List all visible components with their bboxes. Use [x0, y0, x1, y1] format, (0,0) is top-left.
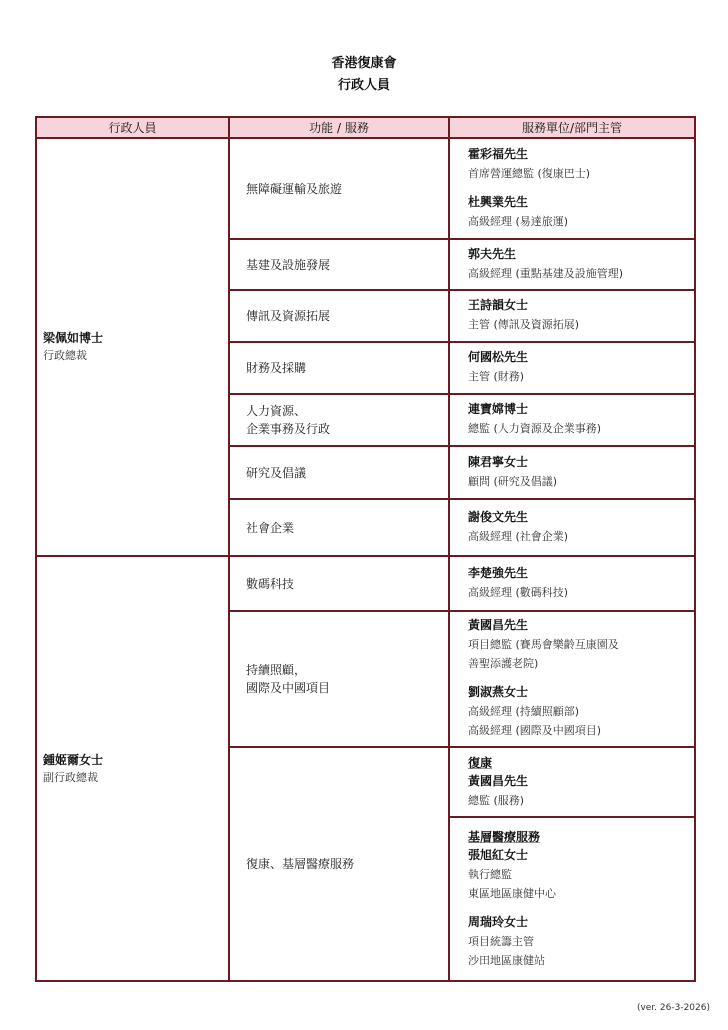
section-heading: 基層醫療服務	[468, 830, 541, 844]
function-cell: 基建及設施發展	[229, 239, 449, 290]
executive-name: 鍾姬爾女士	[43, 752, 104, 767]
organization-name: 香港復康會	[331, 56, 397, 71]
head-role: 首席營運總監 (復康巴士)	[468, 166, 591, 180]
unit-cell	[449, 499, 695, 556]
function-label-line: 人力資源、	[246, 404, 307, 418]
executives-table	[35, 116, 696, 982]
head-role: 沙田地區康健站	[468, 954, 545, 967]
head-name: 周瑞玲女士	[468, 915, 529, 929]
head-name: 黃國昌先生	[468, 774, 529, 788]
function-label-line: 企業事務及行政	[246, 422, 331, 436]
function-cell: 復康、基層醫療服務	[229, 747, 449, 981]
head-name: 何國松先生	[468, 350, 529, 364]
section-heading: 復康	[468, 756, 493, 770]
head-name: 陳君寧女士	[468, 454, 529, 469]
unit-cell	[449, 817, 695, 981]
unit-cell	[449, 342, 695, 394]
unit-cell	[449, 747, 695, 817]
function-label-line: 持續照顧，	[246, 663, 307, 677]
page-subtitle: 行政人員	[337, 78, 390, 93]
head-name: 杜興業先生	[468, 194, 529, 209]
unit-cell	[449, 239, 695, 290]
head-role: 高級經理 (國際及中國項目)	[468, 724, 602, 737]
column-header-executives: 行政人員	[36, 117, 229, 138]
head-name: 李楚強先生	[468, 565, 529, 580]
head-name: 王詩韻女士	[468, 298, 529, 312]
head-role: 總監 (人力資源及企業事務)	[468, 422, 602, 435]
unit-cell	[449, 556, 695, 611]
head-role: 東區地區康健中心	[468, 887, 556, 900]
head-role: 高級經理 (數碼科技)	[468, 585, 569, 599]
head-role: 善聖添護老院)	[468, 657, 539, 670]
executive-cell-ceo	[36, 138, 229, 556]
head-name: 霍彩福先生	[468, 146, 529, 161]
executive-cell-deputy-ceo	[36, 556, 229, 981]
function-label-line: 國際及中國項目	[246, 681, 331, 695]
head-role: 主管 (傳訊及資源拓展)	[468, 318, 580, 331]
head-role: 顧問 (研究及倡議)	[468, 474, 558, 488]
table-header-row	[36, 117, 695, 138]
head-name: 黃國昌先生	[468, 618, 529, 632]
head-role: 高級經理 (重點基建及設施管理)	[468, 266, 624, 280]
unit-cell	[449, 611, 695, 747]
head-role: 高級經理 (易達旅運)	[468, 214, 569, 228]
function-cell	[229, 394, 449, 446]
head-name: 謝俊文先生	[468, 509, 529, 524]
unit-cell	[449, 290, 695, 342]
executive-title: 副行政總裁	[43, 770, 98, 784]
function-cell: 社會企業	[229, 499, 449, 556]
unit-cell	[449, 394, 695, 446]
head-role: 高級經理 (持續照顧部)	[468, 705, 580, 718]
head-name: 郭夫先生	[468, 246, 517, 261]
function-cell: 無障礙運輸及旅遊	[229, 138, 449, 239]
table-row	[36, 138, 695, 239]
unit-cell	[449, 138, 695, 239]
head-name: 張旭紅女士	[468, 848, 529, 862]
head-name: 連寶嫦博士	[468, 402, 529, 416]
function-cell: 研究及倡議	[229, 446, 449, 499]
column-header-units: 服務單位/部門主管	[449, 117, 695, 138]
function-cell	[229, 611, 449, 747]
head-role: 主管 (財務)	[468, 370, 525, 383]
version-label: (ver. 26-3-2026)	[636, 1003, 710, 1013]
column-header-functions: 功能 / 服務	[229, 117, 449, 138]
head-role: 高級經理 (社會企業)	[468, 529, 569, 543]
head-name: 劉淑燕女士	[468, 685, 529, 699]
head-role: 總監 (服務)	[468, 794, 525, 807]
head-role: 項目統籌主管	[468, 935, 534, 948]
unit-cell	[449, 446, 695, 499]
function-cell: 財務及採購	[229, 342, 449, 394]
head-role: 執行總監	[468, 868, 512, 881]
executive-name: 梁佩如博士	[43, 331, 104, 345]
function-cell: 數碼科技	[229, 556, 449, 611]
function-cell: 傳訊及資源拓展	[229, 290, 449, 342]
head-role: 項目總監 (賽馬會樂齡互康園及	[468, 638, 619, 651]
table-row	[36, 556, 695, 611]
executive-title: 行政總裁	[43, 349, 87, 362]
